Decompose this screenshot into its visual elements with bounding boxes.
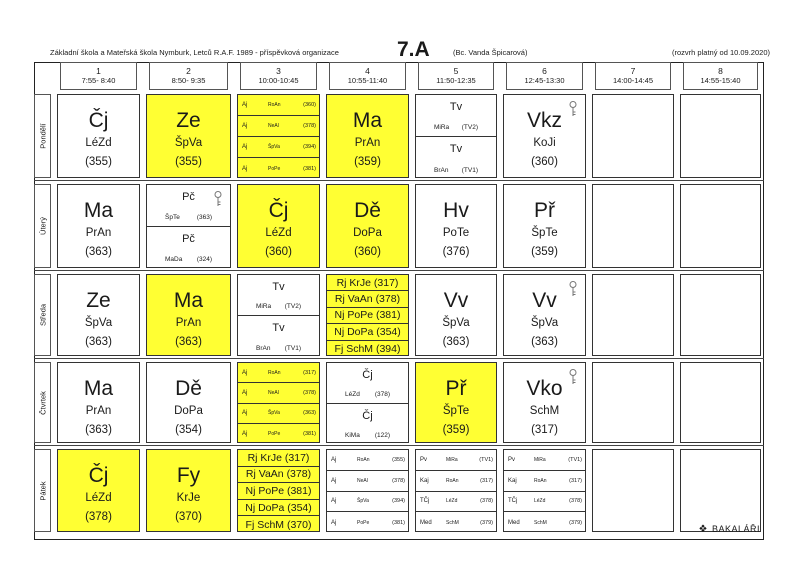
empty-cell	[592, 94, 674, 178]
group-lesson	[504, 492, 585, 513]
teacher: ŠpVa	[268, 410, 280, 417]
lesson	[147, 95, 230, 170]
teacher: ŠpVa	[357, 498, 369, 505]
subject: Dě	[354, 199, 381, 222]
subject: Ma	[352, 109, 383, 132]
teacher: LéZd	[345, 390, 360, 398]
room: (370)	[175, 511, 202, 523]
lesson	[327, 185, 408, 260]
teacher: RoAn	[268, 369, 281, 376]
subject: Med	[420, 519, 432, 526]
empty-cell	[592, 274, 674, 356]
lesson	[58, 450, 139, 525]
subject: Pč	[182, 233, 195, 245]
empty-cell	[680, 362, 761, 443]
period-header-1	[60, 62, 137, 90]
room: (122)	[374, 432, 390, 439]
room: (TV1)	[284, 345, 301, 352]
teacher: DoPa	[174, 405, 203, 417]
lesson	[416, 275, 496, 350]
subject: Aj	[331, 519, 337, 526]
lesson-cell[interactable]	[326, 274, 409, 356]
day-label-3	[34, 274, 51, 356]
group-lesson	[416, 512, 496, 532]
lesson	[58, 185, 139, 260]
lesson-cell[interactable]	[237, 449, 320, 532]
period-number: 4	[365, 66, 370, 76]
period-number: 5	[453, 66, 459, 76]
lesson-cell[interactable]	[503, 184, 586, 268]
group-lesson	[327, 275, 408, 291]
day-label-4	[34, 362, 51, 443]
lesson	[58, 275, 139, 350]
day-name: Středa	[38, 303, 47, 327]
group-lesson	[504, 512, 585, 532]
group-lesson	[327, 512, 408, 532]
lesson	[147, 363, 230, 438]
day-name: Pondělí	[38, 123, 47, 149]
teacher: NeAl	[268, 389, 279, 396]
teacher: ŠpVa	[268, 144, 280, 150]
lesson-cell[interactable]	[57, 274, 140, 356]
period-header-7	[595, 62, 671, 90]
lesson-cell[interactable]	[326, 362, 409, 443]
group-lesson	[238, 158, 319, 178]
period-header-5	[418, 62, 494, 90]
teacher: PrAn	[354, 137, 381, 149]
bakalari-logo	[699, 524, 761, 535]
subject: Aj	[331, 456, 337, 463]
subject: Vv	[443, 289, 469, 312]
group-label: Nj PoPe (381)	[334, 309, 401, 322]
subject: Tv	[272, 281, 285, 293]
group-lesson	[238, 500, 319, 517]
room: (378)	[374, 390, 390, 398]
group-lesson	[416, 492, 496, 513]
lesson-cell[interactable]	[57, 94, 140, 178]
subject: Čj	[362, 409, 373, 422]
subject: Fy	[176, 464, 201, 487]
group-label: Nj DoPa (354)	[334, 325, 401, 338]
group-lesson	[238, 450, 319, 467]
group-lesson	[147, 227, 230, 268]
room: (394)	[303, 144, 316, 150]
group-lesson	[327, 363, 408, 404]
room: (TV1)	[461, 167, 478, 174]
subject: Čj	[88, 109, 109, 132]
teacher: MiRa	[434, 124, 450, 131]
group-label: Rj KrJe (317)	[247, 451, 310, 464]
row-separator	[34, 270, 764, 271]
room: (359)	[531, 246, 558, 258]
lesson	[504, 185, 585, 260]
lesson-cell[interactable]	[57, 362, 140, 443]
room: (381)	[392, 519, 405, 526]
room: (TV2)	[461, 124, 478, 131]
school-name: Základní škola a Mateřská škola Nymburk, Letců R.A.F. 1989 - příspěvková organizace	[50, 48, 339, 57]
teacher: PoPe	[268, 430, 281, 437]
room: (355)	[392, 456, 405, 463]
lesson-cell[interactable]	[237, 184, 320, 268]
room: (363)	[442, 336, 470, 348]
teacher: MiRa	[446, 456, 458, 463]
teacher: LéZd	[534, 498, 546, 505]
teacher: MiRa	[534, 456, 546, 463]
room: (363)	[85, 424, 112, 436]
empty-cell	[680, 274, 761, 356]
class-name: 7.A	[397, 38, 430, 61]
teacher: RoAn	[534, 477, 547, 484]
room: (379)	[569, 519, 582, 526]
room: (TV2)	[284, 303, 301, 310]
lesson-cell[interactable]	[146, 449, 231, 532]
subject: Kaj	[508, 477, 517, 484]
group-lesson	[327, 291, 408, 307]
group-lesson	[327, 492, 408, 513]
timetable-header	[35, 38, 775, 63]
subject: Ze	[86, 289, 111, 312]
subject: Čj	[362, 369, 373, 381]
empty-cell	[680, 94, 761, 178]
subject: Aj	[242, 410, 248, 417]
lesson	[327, 95, 408, 170]
subject: Aj	[242, 123, 248, 129]
room: (355)	[175, 156, 202, 168]
lesson-cell[interactable]	[57, 184, 140, 268]
group-lesson	[504, 450, 585, 471]
group-lesson	[238, 275, 319, 316]
lesson-cell[interactable]	[326, 449, 409, 532]
period-time: 12:45-13:30	[524, 76, 565, 85]
teacher: MiRa	[256, 303, 272, 310]
period-number: 3	[276, 66, 281, 76]
room: (355)	[85, 156, 112, 168]
group-lesson	[416, 471, 496, 492]
subject: Př	[534, 199, 555, 222]
room: (378)	[392, 477, 405, 484]
teacher: KoJi	[533, 137, 556, 149]
subject: Vko	[526, 377, 563, 400]
period-header-3	[240, 62, 317, 90]
day-label-5	[34, 449, 51, 532]
group-label: Rj KrJe (317)	[336, 276, 399, 289]
subject: Aj	[242, 430, 248, 437]
room: (354)	[175, 424, 202, 436]
lesson	[58, 363, 139, 438]
lesson-cell[interactable]	[146, 274, 231, 356]
room: (359)	[442, 424, 470, 436]
group-label: Rj VaAn (378)	[334, 293, 401, 306]
empty-cell	[592, 184, 674, 268]
period-header-2	[149, 62, 228, 90]
subject: Aj	[242, 144, 248, 150]
group-lesson	[238, 404, 319, 424]
teacher: KiMa	[345, 432, 360, 439]
teacher: ŠpTe	[442, 405, 470, 417]
period-time: 11:50-12:35	[436, 76, 476, 85]
period-header-8	[683, 62, 758, 90]
lesson-cell[interactable]	[415, 94, 497, 178]
subject: Tv	[449, 143, 463, 155]
teacher: BrAn	[434, 167, 449, 174]
key-icon	[569, 369, 577, 385]
teacher: SchM	[446, 519, 459, 526]
lesson-cell[interactable]	[503, 274, 586, 356]
group-label: Nj PoPe (381)	[245, 484, 312, 497]
teacher: PrAn	[85, 227, 112, 239]
empty-cell	[680, 184, 761, 268]
group-lesson	[416, 95, 496, 137]
period-header-6	[506, 62, 583, 90]
lesson	[58, 95, 139, 170]
teacher: LéZd	[265, 227, 292, 239]
lesson-cell[interactable]	[503, 94, 586, 178]
group-lesson	[238, 467, 319, 484]
lesson	[238, 185, 319, 260]
subject: Př	[445, 377, 467, 400]
teacher: ŠpVa	[530, 317, 559, 329]
teacher: PoTe	[442, 227, 470, 239]
class-teacher: (Bc. Vanda Špicarová)	[453, 48, 528, 57]
group-label: Nj DoPa (354)	[245, 501, 312, 514]
room: (378)	[303, 123, 316, 129]
group-lesson	[327, 450, 408, 471]
group-lesson	[238, 424, 319, 443]
subject: TČj	[508, 498, 518, 505]
room: (360)	[531, 156, 558, 168]
room: (360)	[354, 246, 381, 258]
subject: Med	[508, 519, 520, 526]
room: (378)	[480, 498, 493, 505]
room: (376)	[442, 246, 470, 258]
brand-text: BAKALÁŘI	[711, 524, 760, 534]
lesson-cell[interactable]	[503, 362, 586, 443]
lesson-cell[interactable]	[326, 94, 409, 178]
period-time: 10:55-11:40	[347, 76, 388, 85]
room: (381)	[303, 430, 316, 437]
teacher: PrAn	[175, 317, 202, 329]
teacher: RoAn	[268, 102, 281, 108]
teacher: RoAn	[357, 456, 370, 463]
empty-cell	[592, 449, 674, 532]
teacher: RoAn	[446, 477, 459, 484]
period-number: 1	[96, 66, 101, 76]
logo-mark-icon: ❖	[698, 524, 708, 535]
subject: Ma	[173, 289, 204, 312]
teacher: NeAl	[268, 123, 279, 129]
day-label-1	[34, 94, 51, 178]
subject: Dě	[175, 377, 202, 400]
lesson-cell[interactable]	[415, 184, 497, 268]
teacher: KrJe	[176, 492, 201, 504]
teacher: ŠpTe	[165, 214, 180, 221]
group-lesson	[327, 324, 408, 340]
teacher: SchM	[529, 405, 560, 417]
subject: Čj	[268, 199, 289, 222]
subject: Aj	[242, 369, 248, 376]
group-label: Rj VaAn (378)	[245, 468, 312, 481]
subject: Pv	[508, 456, 516, 463]
lesson-cell[interactable]	[146, 184, 231, 268]
group-lesson	[327, 308, 408, 324]
group-lesson	[416, 450, 496, 471]
group-lesson	[238, 483, 319, 500]
group-lesson	[238, 95, 319, 116]
room: (360)	[303, 102, 316, 108]
teacher: ŠpVa	[174, 137, 203, 149]
row-separator	[34, 445, 764, 446]
subject: Aj	[242, 102, 248, 108]
group-lesson	[504, 471, 585, 492]
lesson-cell[interactable]	[146, 94, 231, 178]
lesson-cell[interactable]	[326, 184, 409, 268]
teacher: LéZd	[85, 492, 112, 504]
subject: Ma	[83, 377, 114, 400]
lesson-cell[interactable]	[57, 449, 140, 532]
teacher: SchM	[534, 519, 547, 526]
teacher: NeAl	[357, 477, 368, 484]
room: (360)	[265, 246, 292, 258]
lesson-cell[interactable]	[503, 449, 586, 532]
teacher: PoPe	[268, 165, 281, 172]
subject: Pv	[420, 456, 428, 463]
teacher: ŠpTe	[531, 227, 558, 239]
group-lesson	[238, 137, 319, 158]
subject: Aj	[242, 389, 248, 396]
empty-cell	[592, 362, 674, 443]
group-lesson	[238, 316, 319, 356]
subject: Tv	[449, 101, 463, 113]
room: (379)	[480, 519, 493, 526]
subject: Hv	[443, 199, 469, 222]
room: (363)	[175, 336, 202, 348]
lesson-cell[interactable]	[237, 274, 320, 356]
subject: Aj	[331, 498, 337, 505]
group-lesson	[327, 404, 408, 444]
lesson-cell[interactable]	[237, 94, 320, 178]
period-time: 14:00-14:45	[612, 76, 654, 85]
key-icon	[569, 281, 577, 297]
subject: Aj	[331, 477, 337, 484]
subject: Ma	[83, 199, 114, 222]
key-icon	[569, 101, 577, 117]
period-time: 14:55-15:40	[700, 76, 741, 85]
day-name: Úterý	[38, 217, 47, 235]
subject: Pč	[182, 191, 195, 203]
lesson	[416, 363, 496, 438]
room: (317)	[303, 369, 316, 376]
lesson-cell[interactable]	[415, 274, 497, 356]
room: (363)	[531, 336, 558, 348]
day-name: Pátek	[38, 480, 47, 501]
room: (378)	[303, 389, 316, 396]
teacher: BrAn	[256, 345, 271, 352]
period-time: 10:00-10:45	[258, 76, 299, 85]
subject: Vkz	[526, 109, 562, 132]
room: (TV1)	[568, 456, 582, 463]
group-lesson	[238, 516, 319, 532]
group-label: Fj SchM (370)	[245, 518, 312, 531]
room: (363)	[85, 336, 112, 348]
room: (394)	[392, 498, 405, 505]
period-time: 8:50- 9:35	[171, 76, 206, 85]
room: (317)	[480, 477, 493, 484]
row-separator	[34, 180, 764, 181]
valid-from: (rozvrh platný od 10.09.2020)	[672, 48, 770, 57]
teacher: LéZd	[446, 498, 458, 505]
group-lesson	[327, 471, 408, 492]
lesson-cell[interactable]	[146, 362, 231, 443]
period-number: 6	[542, 66, 547, 76]
room: (363)	[196, 214, 212, 221]
lesson	[147, 275, 230, 350]
subject: Vv	[532, 289, 557, 312]
group-lesson	[238, 116, 319, 137]
group-lesson	[416, 137, 496, 178]
room: (378)	[85, 511, 112, 523]
teacher: PoPe	[357, 519, 370, 526]
teacher: LéZd	[85, 137, 112, 149]
day-name: Čtvrtek	[38, 390, 47, 415]
teacher: ŠpVa	[442, 317, 470, 329]
period-number: 2	[186, 66, 191, 76]
subject: Čj	[88, 464, 109, 487]
group-lesson	[238, 363, 319, 383]
key-icon	[214, 191, 222, 207]
room: (363)	[85, 246, 112, 258]
group-lesson	[327, 341, 408, 356]
lesson	[147, 450, 230, 525]
group-label: Fj SchM (394)	[334, 342, 401, 355]
room: (363)	[303, 410, 316, 417]
teacher: MaDa	[165, 256, 183, 263]
group-lesson	[238, 383, 319, 403]
period-header-4	[329, 62, 406, 90]
period-number: 8	[718, 66, 723, 76]
room: (TV1)	[479, 456, 493, 463]
empty-cell	[680, 449, 761, 532]
room: (324)	[196, 256, 212, 263]
subject: Tv	[272, 322, 285, 334]
room: (381)	[303, 165, 316, 172]
period-number: 7	[630, 66, 636, 76]
subject: Ze	[176, 109, 201, 132]
lesson	[416, 185, 496, 260]
teacher: ŠpVa	[84, 317, 113, 329]
room: (378)	[569, 498, 582, 505]
room: (317)	[531, 424, 558, 436]
subject: Kaj	[420, 477, 429, 484]
subject: TČj	[420, 498, 430, 505]
teacher: DoPa	[353, 227, 382, 239]
room: (359)	[354, 156, 381, 168]
lesson-cell[interactable]	[415, 362, 497, 443]
row-separator	[34, 358, 764, 359]
lesson-cell[interactable]	[415, 449, 497, 532]
lesson-cell[interactable]	[237, 362, 320, 443]
teacher: PrAn	[85, 405, 112, 417]
room: (317)	[569, 477, 582, 484]
subject: Aj	[242, 165, 248, 172]
day-label-2	[34, 184, 51, 268]
period-time: 7:55- 8:40	[81, 76, 116, 85]
